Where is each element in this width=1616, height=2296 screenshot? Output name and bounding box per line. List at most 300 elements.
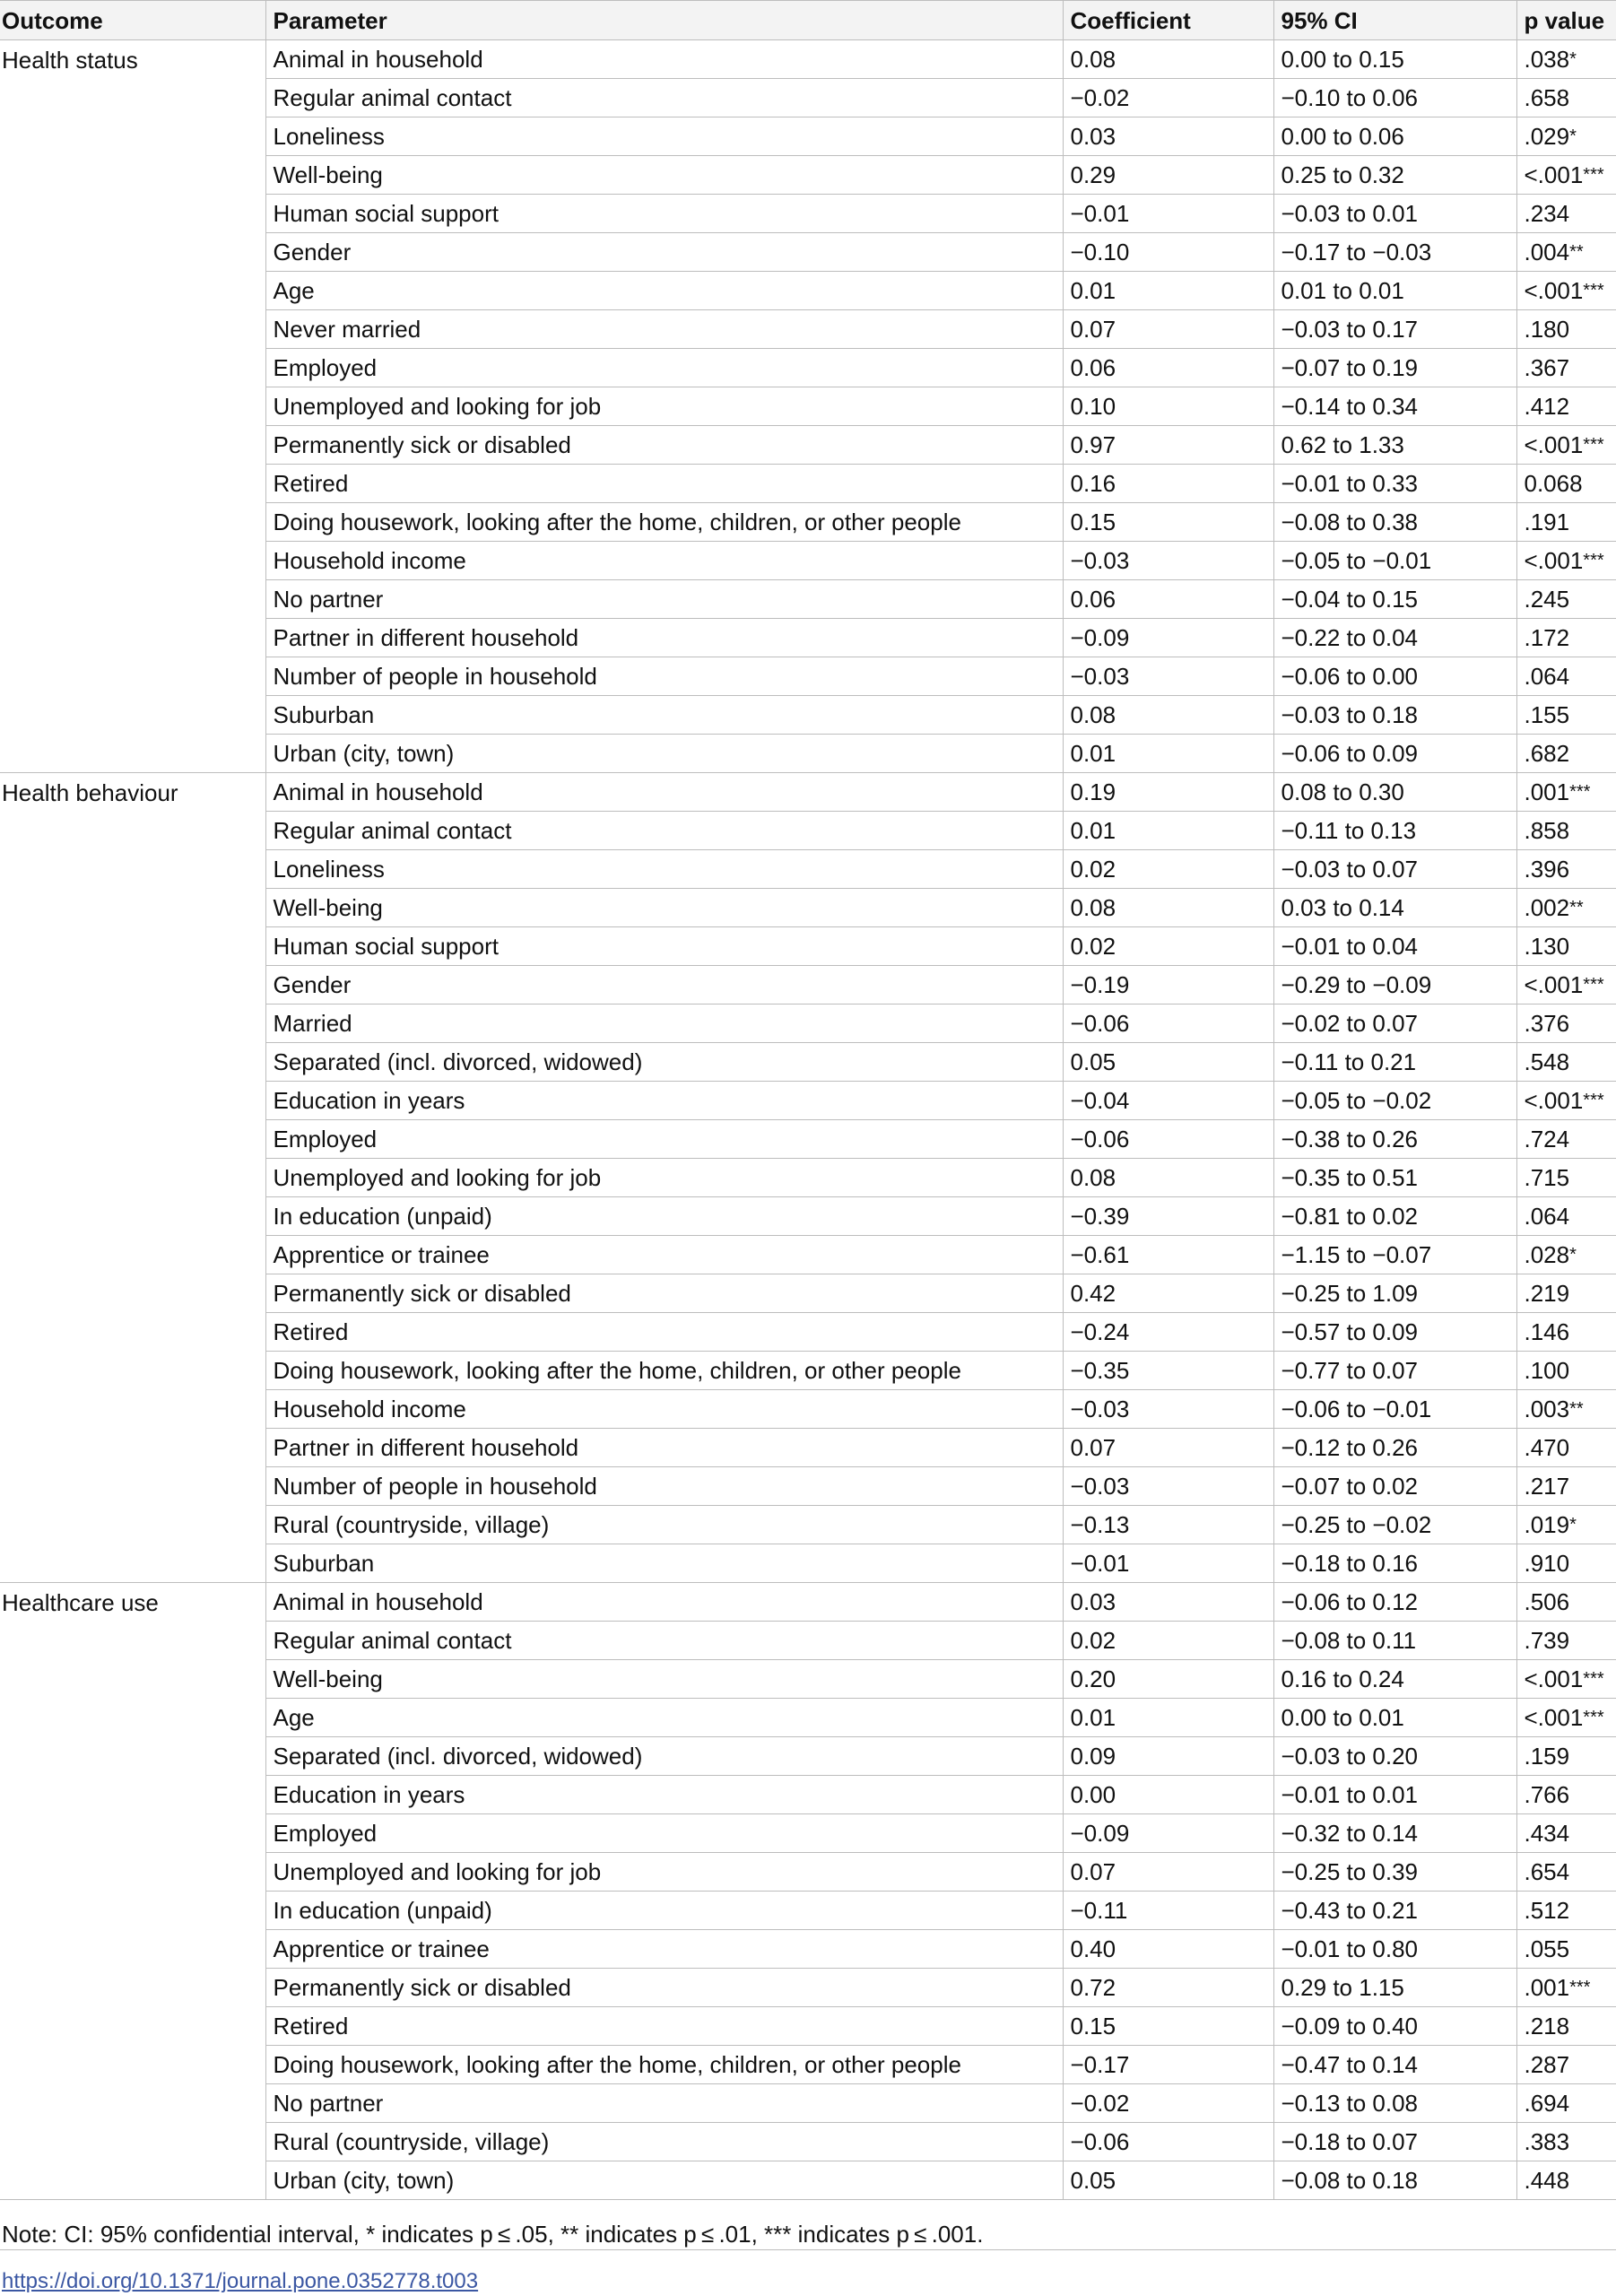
coefficient-cell: 0.40 xyxy=(1063,1930,1273,1969)
ci-cell: −0.06 to 0.12 xyxy=(1273,1583,1516,1622)
coefficient-cell: 0.20 xyxy=(1063,1660,1273,1699)
ci-cell: −0.06 to 0.00 xyxy=(1273,657,1516,696)
table-row xyxy=(0,40,1616,79)
p-value-text: .172 xyxy=(1524,624,1570,651)
coefficient-cell: −0.04 xyxy=(1063,1082,1273,1120)
parameter-cell: Unemployed and looking for job xyxy=(265,1159,1063,1197)
significance-stars: ** xyxy=(1569,242,1584,262)
p-value-cell xyxy=(1516,1082,1616,1120)
coefficient-cell: −0.09 xyxy=(1063,1814,1273,1853)
coefficient-cell: 0.15 xyxy=(1063,2007,1273,2046)
p-value-text: .245 xyxy=(1524,586,1570,613)
p-value-cell xyxy=(1516,272,1616,310)
coefficient-cell: 0.15 xyxy=(1063,503,1273,542)
coefficient-cell: 0.01 xyxy=(1063,735,1273,773)
parameter-cell: Employed xyxy=(265,1814,1063,1853)
parameter-cell: Well-being xyxy=(265,156,1063,195)
parameter-cell: Number of people in household xyxy=(265,1467,1063,1506)
coefficient-cell: 0.07 xyxy=(1063,1853,1273,1892)
header-row xyxy=(0,1,1616,40)
table-body xyxy=(0,40,1616,2200)
p-value-text: .506 xyxy=(1524,1588,1570,1615)
ci-cell: −1.15 to −0.07 xyxy=(1273,1236,1516,1274)
parameter-cell: Partner in different household xyxy=(265,1429,1063,1467)
ci-cell: −0.13 to 0.08 xyxy=(1273,2084,1516,2123)
significance-stars: *** xyxy=(1583,1669,1604,1689)
p-value-text: <.001 xyxy=(1524,1704,1584,1731)
ci-cell: −0.11 to 0.21 xyxy=(1273,1043,1516,1082)
coefficient-cell: −0.10 xyxy=(1063,233,1273,272)
p-value-cell xyxy=(1516,156,1616,195)
p-value-cell xyxy=(1516,1544,1616,1583)
parameter-cell: Regular animal contact xyxy=(265,1622,1063,1660)
p-value-cell xyxy=(1516,465,1616,503)
ci-cell: −0.47 to 0.14 xyxy=(1273,2046,1516,2084)
p-value-text: .003 xyxy=(1524,1396,1570,1422)
ci-cell: −0.35 to 0.51 xyxy=(1273,1159,1516,1197)
coefficient-cell: −0.02 xyxy=(1063,79,1273,117)
ci-cell: −0.01 to 0.01 xyxy=(1273,1776,1516,1814)
p-value-text: .002 xyxy=(1524,894,1570,921)
p-value-text: <.001 xyxy=(1524,1087,1584,1114)
significance-stars: * xyxy=(1569,126,1577,146)
p-value-cell xyxy=(1516,1892,1616,1930)
parameter-cell: Unemployed and looking for job xyxy=(265,1853,1063,1892)
coefficient-cell: 0.09 xyxy=(1063,1737,1273,1776)
p-value-text: .658 xyxy=(1524,84,1570,111)
ci-cell: −0.05 to −0.01 xyxy=(1273,542,1516,580)
p-value-cell xyxy=(1516,812,1616,850)
coefficient-cell: −0.09 xyxy=(1063,619,1273,657)
p-value-cell xyxy=(1516,1197,1616,1236)
ci-cell: −0.17 to −0.03 xyxy=(1273,233,1516,272)
ci-cell: −0.03 to 0.07 xyxy=(1273,850,1516,889)
ci-cell: −0.10 to 0.06 xyxy=(1273,79,1516,117)
parameter-cell: Apprentice or trainee xyxy=(265,1236,1063,1274)
p-value-cell xyxy=(1516,1622,1616,1660)
p-value-text: .724 xyxy=(1524,1126,1570,1152)
parameter-cell: Human social support xyxy=(265,195,1063,233)
p-value-text: <.001 xyxy=(1524,547,1584,574)
p-value-cell xyxy=(1516,1159,1616,1197)
coefficient-cell: −0.01 xyxy=(1063,195,1273,233)
p-value-cell xyxy=(1516,2007,1616,2046)
parameter-cell: No partner xyxy=(265,580,1063,619)
p-value-text: .434 xyxy=(1524,1820,1570,1847)
p-value-text: .001 xyxy=(1524,778,1570,805)
p-value-text: .001 xyxy=(1524,1974,1570,2001)
ci-cell: −0.12 to 0.26 xyxy=(1273,1429,1516,1467)
p-value-cell xyxy=(1516,1737,1616,1776)
parameter-cell: Retired xyxy=(265,1313,1063,1352)
coefficient-cell: 0.08 xyxy=(1063,889,1273,927)
ci-cell: −0.38 to 0.26 xyxy=(1273,1120,1516,1159)
parameter-cell: Permanently sick or disabled xyxy=(265,426,1063,465)
ci-cell: 0.00 to 0.15 xyxy=(1273,40,1516,79)
p-value-text: .028 xyxy=(1524,1241,1570,1268)
table-row xyxy=(0,1583,1616,1622)
p-value-cell xyxy=(1516,349,1616,387)
doi-link[interactable]: https://doi.org/10.1371/journal.pone.0352778.t003 xyxy=(2,2269,479,2293)
ci-cell: 0.08 to 0.30 xyxy=(1273,773,1516,812)
p-value-cell xyxy=(1516,735,1616,773)
parameter-cell: Unemployed and looking for job xyxy=(265,387,1063,426)
p-value-cell xyxy=(1516,2161,1616,2200)
p-value-cell xyxy=(1516,79,1616,117)
p-value-cell xyxy=(1516,966,1616,1004)
table-note: Note: CI: 95% confidential interval, * indicates p ≤ .05, ** indicates p ≤ .01, *** indicates p ≤ .001. xyxy=(2,2221,984,2248)
coefficient-cell: 0.07 xyxy=(1063,1429,1273,1467)
p-value-cell xyxy=(1516,1699,1616,1737)
coefficient-cell: 0.05 xyxy=(1063,1043,1273,1082)
p-value-text: .064 xyxy=(1524,663,1570,690)
p-value-text: .218 xyxy=(1524,2013,1570,2039)
ci-cell: −0.57 to 0.09 xyxy=(1273,1313,1516,1352)
coefficient-cell: 0.42 xyxy=(1063,1274,1273,1313)
ci-cell: −0.08 to 0.18 xyxy=(1273,2161,1516,2200)
p-value-text: .146 xyxy=(1524,1318,1570,1345)
parameter-cell: Retired xyxy=(265,2007,1063,2046)
coefficient-cell: −0.13 xyxy=(1063,1506,1273,1544)
parameter-cell: Married xyxy=(265,1004,1063,1043)
coefficient-cell: 0.08 xyxy=(1063,696,1273,735)
ci-cell: −0.07 to 0.02 xyxy=(1273,1467,1516,1506)
p-value-text: .470 xyxy=(1524,1434,1570,1461)
p-value-cell xyxy=(1516,1274,1616,1313)
ci-cell: −0.03 to 0.20 xyxy=(1273,1737,1516,1776)
significance-stars: *** xyxy=(1583,975,1604,995)
significance-stars: * xyxy=(1569,1515,1577,1535)
p-value-cell xyxy=(1516,1120,1616,1159)
p-value-cell xyxy=(1516,503,1616,542)
coefficient-cell: −0.03 xyxy=(1063,1467,1273,1506)
ci-cell: 0.01 to 0.01 xyxy=(1273,272,1516,310)
parameter-cell: Well-being xyxy=(265,889,1063,927)
coefficient-cell: 0.08 xyxy=(1063,1159,1273,1197)
p-value-cell xyxy=(1516,310,1616,349)
ci-cell: 0.25 to 0.32 xyxy=(1273,156,1516,195)
p-value-text: .739 xyxy=(1524,1627,1570,1654)
parameter-cell: Household income xyxy=(265,1390,1063,1429)
parameter-cell: Rural (countryside, village) xyxy=(265,1506,1063,1544)
coefficient-cell: −0.17 xyxy=(1063,2046,1273,2084)
p-value-text: .682 xyxy=(1524,740,1570,767)
significance-stars: *** xyxy=(1569,1978,1591,1997)
ci-cell: −0.06 to −0.01 xyxy=(1273,1390,1516,1429)
p-value-text: .548 xyxy=(1524,1048,1570,1075)
significance-stars: *** xyxy=(1583,1708,1604,1727)
p-value-cell xyxy=(1516,195,1616,233)
ci-cell: −0.11 to 0.13 xyxy=(1273,812,1516,850)
p-value-text: .038 xyxy=(1524,46,1570,73)
coefficient-cell: 0.29 xyxy=(1063,156,1273,195)
ci-cell: −0.18 to 0.07 xyxy=(1273,2123,1516,2161)
p-value-cell xyxy=(1516,619,1616,657)
parameter-cell: Age xyxy=(265,1699,1063,1737)
parameter-cell: Animal in household xyxy=(265,773,1063,812)
ci-cell: −0.09 to 0.40 xyxy=(1273,2007,1516,2046)
p-value-cell xyxy=(1516,1390,1616,1429)
p-value-cell xyxy=(1516,1429,1616,1467)
p-value-cell xyxy=(1516,2046,1616,2084)
header-p-value: p value xyxy=(1516,1,1616,40)
parameter-cell: Doing housework, looking after the home, children, or other people xyxy=(265,2046,1063,2084)
p-value-text: .654 xyxy=(1524,1858,1570,1885)
significance-stars: ** xyxy=(1569,898,1584,918)
p-value-cell xyxy=(1516,927,1616,966)
p-value-cell xyxy=(1516,40,1616,79)
p-value-text: .191 xyxy=(1524,509,1570,535)
ci-cell: −0.43 to 0.21 xyxy=(1273,1892,1516,1930)
parameter-cell: Education in years xyxy=(265,1776,1063,1814)
coefficient-cell: −0.06 xyxy=(1063,1120,1273,1159)
ci-cell: −0.32 to 0.14 xyxy=(1273,1814,1516,1853)
p-value-cell xyxy=(1516,542,1616,580)
p-value-text: .100 xyxy=(1524,1357,1570,1384)
header-parameter: Parameter xyxy=(265,1,1063,40)
p-value-text: .219 xyxy=(1524,1280,1570,1307)
p-value-cell xyxy=(1516,233,1616,272)
parameter-cell: Suburban xyxy=(265,696,1063,735)
p-value-cell xyxy=(1516,1506,1616,1544)
coefficient-cell: −0.02 xyxy=(1063,2084,1273,2123)
ci-cell: −0.02 to 0.07 xyxy=(1273,1004,1516,1043)
coefficient-cell: 0.06 xyxy=(1063,580,1273,619)
p-value-text: .412 xyxy=(1524,393,1570,420)
p-value-text: .064 xyxy=(1524,1203,1570,1230)
significance-stars: *** xyxy=(1583,165,1604,185)
significance-stars: *** xyxy=(1583,281,1604,300)
coefficient-cell: 0.01 xyxy=(1063,1699,1273,1737)
parameter-cell: Gender xyxy=(265,233,1063,272)
coefficient-cell: 0.01 xyxy=(1063,812,1273,850)
ci-cell: 0.03 to 0.14 xyxy=(1273,889,1516,927)
parameter-cell: In education (unpaid) xyxy=(265,1197,1063,1236)
p-value-cell xyxy=(1516,117,1616,156)
ci-cell: −0.03 to 0.17 xyxy=(1273,310,1516,349)
parameter-cell: Doing housework, looking after the home, children, or other people xyxy=(265,503,1063,542)
coefficient-cell: −0.39 xyxy=(1063,1197,1273,1236)
parameter-cell: Animal in household xyxy=(265,1583,1063,1622)
p-value-text: .910 xyxy=(1524,1550,1570,1577)
parameter-cell: Retired xyxy=(265,465,1063,503)
coefficient-cell: 0.03 xyxy=(1063,1583,1273,1622)
parameter-cell: Partner in different household xyxy=(265,619,1063,657)
coefficient-cell: 0.02 xyxy=(1063,927,1273,966)
p-value-cell xyxy=(1516,1776,1616,1814)
significance-stars: *** xyxy=(1583,551,1604,570)
p-value-cell xyxy=(1516,1969,1616,2007)
p-value-text: .029 xyxy=(1524,123,1570,150)
coefficient-cell: 0.07 xyxy=(1063,310,1273,349)
coefficient-cell: 0.10 xyxy=(1063,387,1273,426)
coefficient-cell: −0.03 xyxy=(1063,542,1273,580)
p-value-text: .287 xyxy=(1524,2051,1570,2078)
parameter-cell: Permanently sick or disabled xyxy=(265,1274,1063,1313)
parameter-cell: Number of people in household xyxy=(265,657,1063,696)
coefficient-cell: 0.02 xyxy=(1063,1622,1273,1660)
parameter-cell: Never married xyxy=(265,310,1063,349)
outcome-cell: Health behaviour xyxy=(0,773,265,1583)
p-value-cell xyxy=(1516,2084,1616,2123)
p-value-text: .019 xyxy=(1524,1511,1570,1538)
p-value-text: .180 xyxy=(1524,316,1570,343)
ci-cell: −0.81 to 0.02 xyxy=(1273,1197,1516,1236)
p-value-text: <.001 xyxy=(1524,1665,1584,1692)
p-value-text: .217 xyxy=(1524,1473,1570,1500)
ci-cell: −0.03 to 0.18 xyxy=(1273,696,1516,735)
ci-cell: 0.62 to 1.33 xyxy=(1273,426,1516,465)
ci-cell: −0.14 to 0.34 xyxy=(1273,387,1516,426)
coefficient-cell: −0.35 xyxy=(1063,1352,1273,1390)
ci-cell: −0.04 to 0.15 xyxy=(1273,580,1516,619)
significance-stars: *** xyxy=(1583,435,1604,455)
parameter-cell: Permanently sick or disabled xyxy=(265,1969,1063,2007)
ci-cell: 0.29 to 1.15 xyxy=(1273,1969,1516,2007)
parameter-cell: Doing housework, looking after the home, children, or other people xyxy=(265,1352,1063,1390)
p-value-text: .448 xyxy=(1524,2167,1570,2194)
p-value-cell xyxy=(1516,1583,1616,1622)
ci-cell: −0.25 to 0.39 xyxy=(1273,1853,1516,1892)
p-value-cell xyxy=(1516,1004,1616,1043)
parameter-cell: Loneliness xyxy=(265,117,1063,156)
significance-stars: ** xyxy=(1569,1399,1584,1419)
coefficient-cell: 0.97 xyxy=(1063,426,1273,465)
p-value-text: .383 xyxy=(1524,2128,1570,2155)
parameter-cell: Age xyxy=(265,272,1063,310)
coefficient-cell: −0.06 xyxy=(1063,1004,1273,1043)
parameter-cell: Human social support xyxy=(265,927,1063,966)
ci-cell: −0.25 to −0.02 xyxy=(1273,1506,1516,1544)
coefficient-cell: −0.61 xyxy=(1063,1236,1273,1274)
coefficient-cell: −0.19 xyxy=(1063,966,1273,1004)
coefficient-cell: 0.06 xyxy=(1063,349,1273,387)
coefficient-cell: 0.72 xyxy=(1063,1969,1273,2007)
parameter-cell: Animal in household xyxy=(265,40,1063,79)
p-value-text: 0.068 xyxy=(1524,470,1583,497)
p-value-text: .715 xyxy=(1524,1164,1570,1191)
header-coefficient: Coefficient xyxy=(1063,1,1273,40)
ci-cell: 0.16 to 0.24 xyxy=(1273,1660,1516,1699)
parameter-cell: Well-being xyxy=(265,1660,1063,1699)
ci-cell: −0.01 to 0.04 xyxy=(1273,927,1516,966)
p-value-cell xyxy=(1516,580,1616,619)
p-value-text: .858 xyxy=(1524,817,1570,844)
ci-cell: −0.22 to 0.04 xyxy=(1273,619,1516,657)
p-value-cell xyxy=(1516,657,1616,696)
coefficient-cell: 0.08 xyxy=(1063,40,1273,79)
parameter-cell: Regular animal contact xyxy=(265,79,1063,117)
p-value-text: .004 xyxy=(1524,239,1570,265)
parameter-cell: Regular animal contact xyxy=(265,812,1063,850)
parameter-cell: Rural (countryside, village) xyxy=(265,2123,1063,2161)
coefficient-cell: 0.03 xyxy=(1063,117,1273,156)
ci-cell: −0.25 to 1.09 xyxy=(1273,1274,1516,1313)
table-header xyxy=(0,1,1616,40)
significance-stars: * xyxy=(1569,1245,1577,1265)
p-value-cell xyxy=(1516,1043,1616,1082)
ci-cell: −0.29 to −0.09 xyxy=(1273,966,1516,1004)
coefficient-cell: 0.05 xyxy=(1063,2161,1273,2200)
p-value-cell xyxy=(1516,1352,1616,1390)
ci-cell: −0.07 to 0.19 xyxy=(1273,349,1516,387)
note-divider xyxy=(0,2249,1616,2250)
ci-cell: −0.18 to 0.16 xyxy=(1273,1544,1516,1583)
p-value-text: .396 xyxy=(1524,856,1570,883)
p-value-cell xyxy=(1516,773,1616,812)
significance-stars: *** xyxy=(1583,1091,1604,1110)
parameter-cell: Education in years xyxy=(265,1082,1063,1120)
header-outcome: Outcome xyxy=(0,1,265,40)
parameter-cell: No partner xyxy=(265,2084,1063,2123)
ci-cell: −0.08 to 0.11 xyxy=(1273,1622,1516,1660)
p-value-text: .766 xyxy=(1524,1781,1570,1808)
p-value-cell xyxy=(1516,1467,1616,1506)
ci-cell: −0.01 to 0.33 xyxy=(1273,465,1516,503)
p-value-cell xyxy=(1516,696,1616,735)
parameter-cell: Suburban xyxy=(265,1544,1063,1583)
coefficient-cell: −0.01 xyxy=(1063,1544,1273,1583)
coefficient-cell: −0.03 xyxy=(1063,657,1273,696)
parameter-cell: In education (unpaid) xyxy=(265,1892,1063,1930)
p-value-cell xyxy=(1516,850,1616,889)
p-value-text: .130 xyxy=(1524,933,1570,960)
p-value-text: <.001 xyxy=(1524,971,1584,998)
p-value-cell xyxy=(1516,1660,1616,1699)
parameter-cell: Urban (city, town) xyxy=(265,2161,1063,2200)
parameter-cell: Employed xyxy=(265,1120,1063,1159)
p-value-cell xyxy=(1516,1814,1616,1853)
parameter-cell: Separated (incl. divorced, widowed) xyxy=(265,1043,1063,1082)
coefficient-cell: 0.00 xyxy=(1063,1776,1273,1814)
outcome-cell: Healthcare use xyxy=(0,1583,265,2200)
p-value-text: .159 xyxy=(1524,1743,1570,1770)
p-value-text: .055 xyxy=(1524,1935,1570,1962)
p-value-cell xyxy=(1516,889,1616,927)
parameter-cell: Employed xyxy=(265,349,1063,387)
p-value-text: .367 xyxy=(1524,354,1570,381)
significance-stars: *** xyxy=(1569,782,1591,802)
p-value-text: <.001 xyxy=(1524,431,1584,458)
p-value-text: <.001 xyxy=(1524,161,1584,188)
p-value-cell xyxy=(1516,1853,1616,1892)
ci-cell: −0.06 to 0.09 xyxy=(1273,735,1516,773)
p-value-text: .155 xyxy=(1524,701,1570,728)
coefficient-cell: −0.06 xyxy=(1063,2123,1273,2161)
p-value-cell xyxy=(1516,387,1616,426)
outcome-cell: Health status xyxy=(0,40,265,773)
p-value-text: <.001 xyxy=(1524,277,1584,304)
parameter-cell: Urban (city, town) xyxy=(265,735,1063,773)
ci-cell: −0.77 to 0.07 xyxy=(1273,1352,1516,1390)
p-value-cell xyxy=(1516,426,1616,465)
ci-cell: −0.08 to 0.38 xyxy=(1273,503,1516,542)
coefficient-cell: 0.01 xyxy=(1063,272,1273,310)
coefficient-cell: 0.16 xyxy=(1063,465,1273,503)
p-value-text: .512 xyxy=(1524,1897,1570,1924)
coefficient-cell: 0.02 xyxy=(1063,850,1273,889)
parameter-cell: Apprentice or trainee xyxy=(265,1930,1063,1969)
ci-cell: −0.03 to 0.01 xyxy=(1273,195,1516,233)
parameter-cell: Household income xyxy=(265,542,1063,580)
ci-cell: −0.05 to −0.02 xyxy=(1273,1082,1516,1120)
ci-cell: 0.00 to 0.01 xyxy=(1273,1699,1516,1737)
ci-cell: −0.01 to 0.80 xyxy=(1273,1930,1516,1969)
header-ci: 95% CI xyxy=(1273,1,1516,40)
p-value-text: .234 xyxy=(1524,200,1570,227)
significance-stars: * xyxy=(1569,49,1577,69)
parameter-cell: Separated (incl. divorced, widowed) xyxy=(265,1737,1063,1776)
